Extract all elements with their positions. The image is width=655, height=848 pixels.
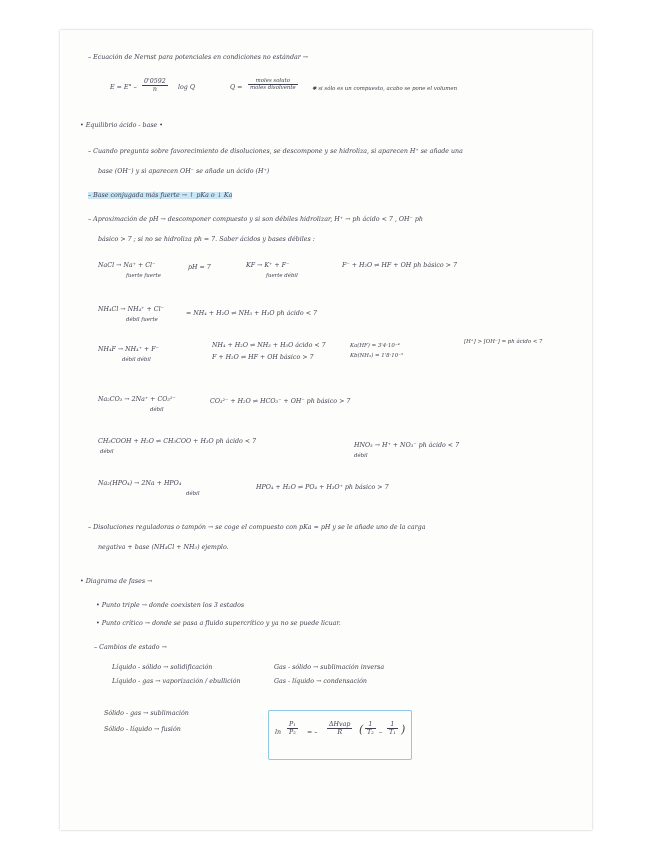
- nacl-strength: fuerte fuerte: [126, 273, 161, 279]
- ph-approx-line-2: básico > 7 ; si no se hidroliza ph = 7. Saber ácidos y bases débiles :: [98, 236, 315, 243]
- kb-nh3: Kb(NH₃) = 1'8·10⁻⁵: [350, 353, 404, 359]
- cc-t1-den: T₁: [389, 729, 396, 736]
- q-denominator: moles disolvente: [250, 85, 296, 91]
- nh4cl-hydrolysis: = NH₄ + H₂O ⇌ NH₃ + H₃O ph ácido < 7: [186, 310, 318, 317]
- ka-hf: Ka(HF) = 3'4·10⁻⁴: [350, 343, 400, 349]
- nernst-note: ✱ si sólo es un compuesto, acabo se pone el volumen: [312, 86, 458, 92]
- buffer-line-1: – Disoluciones reguladoras o tampón → se coge el compuesto con pKa ≈ pH y se le añade uno de la carga: [88, 524, 426, 531]
- cc-ln: ln: [275, 729, 282, 736]
- notebook-page: [60, 30, 592, 830]
- q-equals: Q =: [230, 84, 243, 91]
- na2co3-strength: débil: [150, 407, 164, 413]
- nernst-log: log Q: [178, 84, 195, 91]
- nh4cl-eq: NH₄Cl → NH₄⁺ + Cl⁻: [98, 306, 164, 313]
- triple-point: • Punto triple → donde coexisten los 3 estados: [96, 602, 245, 609]
- cc-open-paren: (: [359, 723, 364, 736]
- cc-t2-num: 1: [365, 721, 376, 729]
- kf-strength: fuerte débil: [266, 273, 298, 279]
- nacl-ph: pH = 7: [188, 264, 211, 271]
- cc-inv-t1: [387, 721, 398, 736]
- acetic-eq: CH₃COOH + H₂O ⇌ CH₃COO + H₃O ph ácido < 7: [98, 438, 257, 445]
- conjugate-base-text: – Base conjugada más fuerte → ↑ pKa o ↓ Ka: [88, 192, 233, 199]
- na2co3-hydrolysis: CO₃²⁻ + H₂O ⇌ HCO₃⁻ + OH⁻ ph básico > 7: [210, 398, 351, 405]
- hno3-eq: HNO₃ → H⁺ + NO₃⁻ ph ácido < 7: [354, 442, 460, 449]
- cc-p2: P₂: [289, 729, 296, 736]
- acetic-strength: débil: [100, 449, 114, 455]
- liquid-solid: Líquido - sólido → solidificación: [112, 664, 213, 671]
- buffer-line-2: negativa + base (NH₄Cl + NH₃) ejemplo.: [98, 544, 229, 551]
- cc-minus: –: [379, 729, 383, 736]
- cc-close-paren: ): [401, 723, 406, 736]
- state-changes-heading: – Cambios de estado →: [94, 644, 167, 651]
- conjugate-base-line: [88, 192, 232, 200]
- solid-liquid: Sólido - líquido → fusión: [104, 726, 181, 733]
- q-fraction: [248, 78, 298, 91]
- liquid-gas: Líquido - gas → vaporización / ebullición: [112, 678, 241, 685]
- solid-gas: Sólido - gas → sublimación: [104, 710, 189, 717]
- nh4f-hydrolysis-2: F + H₂O ⇌ HF + OH básico > 7: [212, 354, 314, 361]
- clausius-clapeyron-box: [268, 710, 412, 760]
- nh4f-strength: débil débil: [122, 357, 151, 363]
- cc-pressure-ratio: [287, 721, 298, 736]
- nernst-denominator: n: [152, 86, 157, 93]
- cc-t2-den: T₂: [367, 729, 374, 736]
- nacl-eq: NaCl → Na⁺ + Cl⁻: [98, 262, 156, 269]
- nernst-numerator: 0'0592: [144, 78, 166, 85]
- hpo4-strength: débil: [186, 491, 200, 497]
- cc-enthalpy-ratio: [327, 721, 352, 736]
- hno3-strength: débil: [354, 453, 368, 459]
- kf-eq: KF → K⁺ + F⁻: [246, 262, 290, 269]
- nh4f-hydrolysis-1: NH₄ + H₂O ⇌ NH₃ + H₃O ácido < 7: [212, 342, 326, 349]
- cc-r: R: [337, 729, 343, 736]
- cc-dhvap: ΔHvap: [329, 721, 351, 728]
- dissolution-line-2: base (OH⁻) y si aparecen OH⁻ se añade un ácido (H⁺): [98, 168, 270, 175]
- cc-p1: P₁: [289, 721, 296, 728]
- cc-equals: = –: [307, 729, 318, 736]
- gas-solid: Gas - sólido → sublimación inversa: [274, 664, 385, 671]
- kf-hydrolysis: F⁻ + H₂O ⇌ HF + OH ph básico > 7: [342, 262, 457, 269]
- cc-t1-num: 1: [387, 721, 398, 729]
- nernst-fraction: [142, 78, 168, 93]
- gas-liquid: Gas - líquido → condensación: [274, 678, 367, 685]
- nh4cl-strength: débil fuerte: [126, 317, 158, 323]
- hpo4-hydrolysis: HPO₄ + H₂O ⇌ PO₄ + H₃O⁺ ph básico > 7: [256, 484, 389, 491]
- nernst-heading: – Ecuación de Nernst para potenciales en condiciones no estándar →: [88, 54, 309, 61]
- critical-point: • Punto crítico → donde se pasa a fluido supercrítico y ya no se puede licuar.: [96, 620, 341, 627]
- phase-diagram-heading: • Diagrama de fases →: [80, 578, 153, 585]
- nh4f-conclusion: [H⁺] > [OH⁻] = ph ácido < 7: [464, 339, 543, 345]
- hpo4-eq: Na₂(HPO₄) → 2Na + HPO₄: [98, 480, 182, 487]
- nernst-equation-start: E = E° –: [110, 84, 137, 91]
- ph-approx-line-1: – Aproximación de pH → descomponer compuesto y si son débiles hidrolizar, H⁺ → ph ácido < 7 , OH⁻ ph: [88, 216, 423, 223]
- acid-base-heading: • Equilibrio ácido - base •: [80, 122, 163, 129]
- nh4f-eq: NH₄F → NH₄⁺ + F⁻: [98, 346, 159, 353]
- dissolution-line-1: – Cuando pregunta sobre favorecimiento de disoluciones, se descompone y se hidroliza, si aparecen H⁺ se añade una: [88, 148, 463, 155]
- na2co3-eq: Na₂CO₃ → 2Na⁺ + CO₃²⁻: [98, 396, 176, 403]
- q-numerator: moles soluto: [248, 78, 298, 85]
- cc-inv-t2: [365, 721, 376, 736]
